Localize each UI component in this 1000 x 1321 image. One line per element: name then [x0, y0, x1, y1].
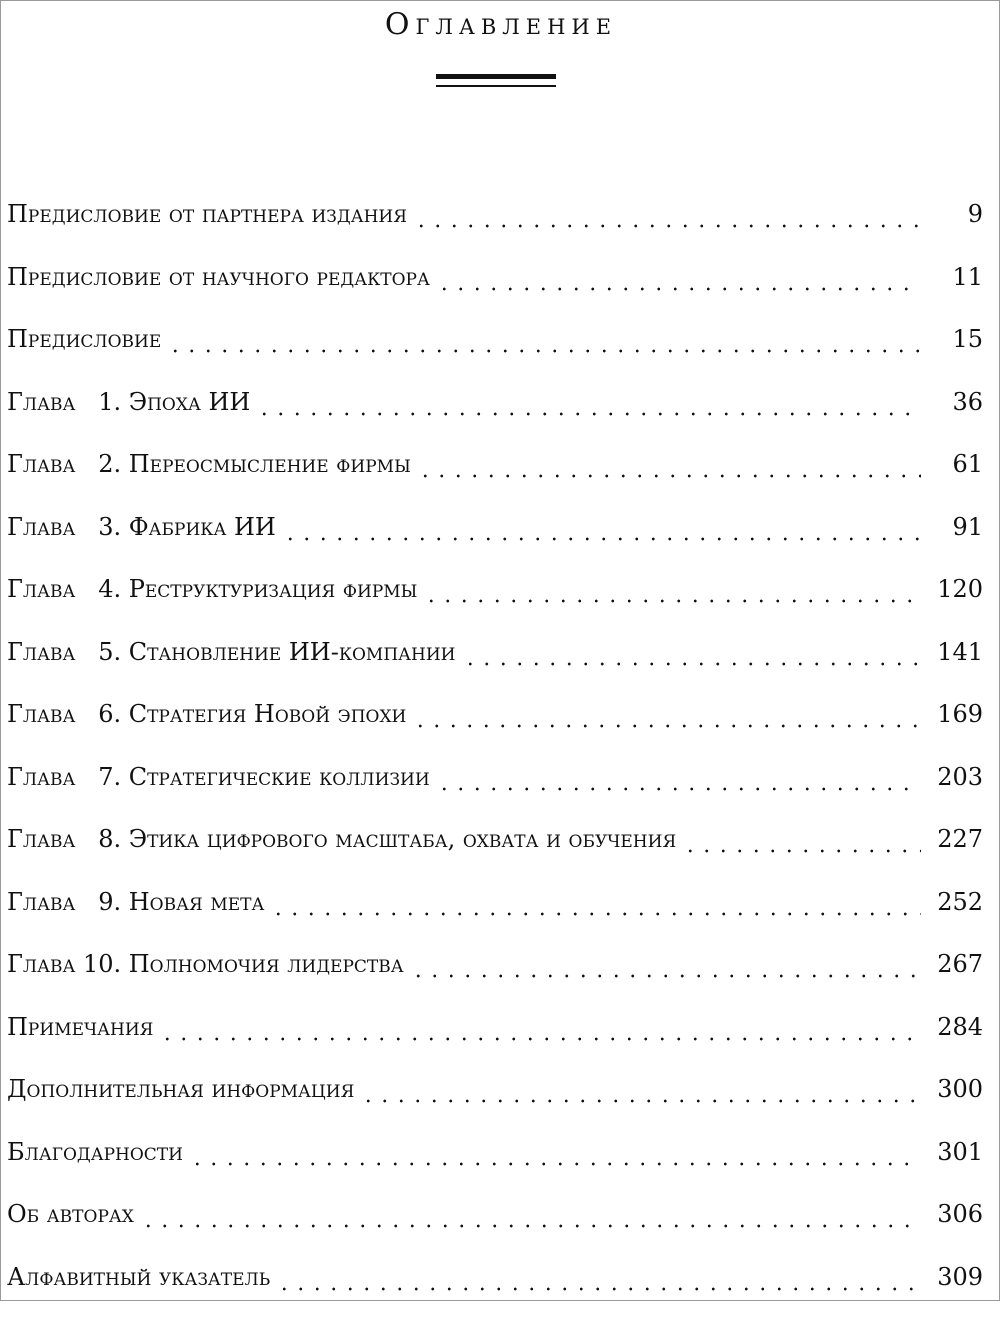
dot-leader	[276, 1259, 921, 1296]
toc-entry-label: Предисловие	[7, 325, 162, 353]
toc-entry-label: Дополнительная информация	[7, 1075, 355, 1103]
toc-entry-page-number: 169	[937, 700, 983, 728]
dot-leader	[410, 946, 921, 983]
toc-entry	[7, 1009, 983, 1046]
toc-entry	[7, 946, 983, 983]
toc-entry-label: Глава 3. Фабрика ИИ	[7, 512, 276, 541]
toc-entry	[7, 1071, 983, 1108]
toc-entry-page-number: 267	[937, 950, 983, 978]
toc-entry-label: Предисловие от научного редактора	[7, 262, 430, 291]
title-rule-thin	[436, 85, 556, 87]
dot-leader	[167, 321, 921, 358]
toc-entry	[7, 571, 983, 608]
toc-entry-label: Глава 7. Стратегические коллизии	[7, 762, 430, 791]
toc-entry-label: Глава 5. Становление ИИ-компании	[7, 637, 456, 666]
toc-entry	[7, 696, 983, 733]
toc-entry-label: Благодарности	[7, 1137, 183, 1166]
toc-entry	[7, 759, 983, 796]
toc-entry-page-number: 91	[952, 512, 983, 541]
dot-leader	[270, 884, 921, 921]
dot-leader	[140, 1196, 921, 1233]
dot-leader	[462, 634, 922, 671]
toc-entry-page-number: 309	[937, 1262, 983, 1291]
toc-entry-label: Примечания	[7, 1012, 154, 1041]
toc-entry	[7, 884, 983, 921]
toc-entry-page-number: 11	[952, 262, 983, 291]
toc-entry	[7, 259, 983, 296]
toc-entry	[7, 446, 983, 483]
toc-entry-label: Глава 9. Новая мета	[7, 887, 265, 916]
toc-entry	[7, 196, 983, 233]
dot-leader	[282, 509, 921, 546]
toc-entry-page-number: 15	[952, 325, 983, 353]
toc-entry-label: Об авторах	[7, 1200, 134, 1228]
toc-entry-page-number: 284	[937, 1012, 983, 1041]
dot-leader	[436, 759, 921, 796]
dot-leader	[417, 446, 921, 483]
toc-entry-page-number: 120	[937, 575, 983, 603]
toc-entry-page-number: 61	[952, 450, 983, 478]
toc-entry-label: Предисловие от партнера издания	[7, 200, 407, 228]
toc-entry-label: Глава 10. Полномочия лидерства	[7, 950, 404, 978]
toc-entry-page-number: 36	[952, 387, 983, 416]
toc-entry-label: Алфавитный указатель	[7, 1262, 271, 1291]
toc-entry	[7, 821, 983, 858]
toc-entry	[7, 1196, 983, 1233]
toc-entry-label: Глава 4. Реструктуризация фирмы	[7, 575, 418, 603]
dot-leader	[412, 696, 921, 733]
toc-entry-label: Глава 1. Эпоха ИИ	[7, 387, 251, 416]
toc-entry-page-number: 300	[937, 1075, 983, 1103]
toc-entry	[7, 509, 983, 546]
dot-leader	[159, 1009, 921, 1046]
toc-entry-page-number: 227	[937, 825, 983, 853]
toc-entry	[7, 384, 983, 421]
dot-leader	[436, 259, 921, 296]
page-title: Оглавление	[384, 7, 618, 42]
toc-entry-label: Глава 2. Переосмысление фирмы	[7, 450, 411, 478]
toc-entry	[7, 321, 983, 358]
toc-entry	[7, 634, 983, 671]
toc-entry-label: Глава 8. Этика цифрового масштаба, охвата и обучения	[7, 825, 677, 853]
toc-entry-page-number: 9	[967, 200, 983, 228]
table-of-contents	[7, 196, 983, 1321]
dot-leader	[256, 384, 921, 421]
toc-entry-page-number: 301	[937, 1137, 983, 1166]
dot-leader	[360, 1071, 921, 1108]
dot-leader	[682, 821, 921, 858]
toc-entry	[7, 1259, 983, 1296]
toc-entry-page-number: 252	[937, 887, 983, 916]
dot-leader	[413, 196, 921, 233]
dot-leader	[189, 1134, 921, 1171]
toc-entry	[7, 1134, 983, 1171]
toc-entry-page-number: 141	[937, 637, 983, 666]
dot-leader	[423, 571, 921, 608]
toc-entry-label: Глава 6. Стратегия Новой эпохи	[7, 700, 407, 728]
toc-entry-page-number: 306	[937, 1200, 983, 1228]
title-rule-thick	[436, 74, 556, 79]
toc-entry-page-number: 203	[937, 762, 983, 791]
